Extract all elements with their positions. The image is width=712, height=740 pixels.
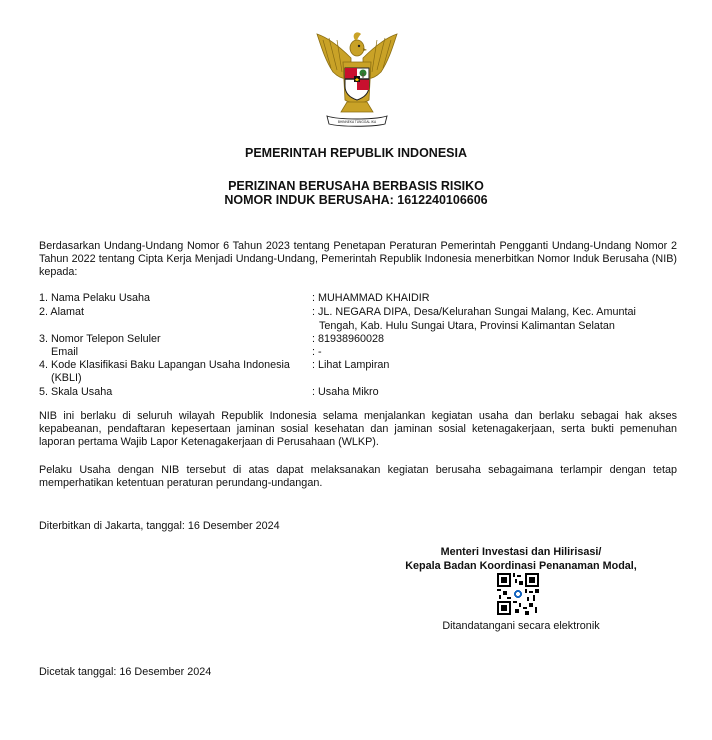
field-value: : MUHAMMAD KHAIDIR [312, 292, 430, 304]
field-label: 4. Kode Klasifikasi Baku Lapangan Usaha Indonesia [39, 359, 290, 371]
field-label-cont: (KBLI) [51, 372, 82, 384]
field-value: : 81938960028 [312, 333, 385, 345]
qr-code-icon [497, 573, 539, 615]
garuda-emblem-icon [311, 28, 403, 128]
printed-date: Dicetak tanggal: 16 Desember 2024 [39, 666, 212, 678]
field-value: : - [312, 346, 322, 358]
electronic-signature-note: Ditandatangani secara elektronik [442, 620, 600, 632]
field-value: : Lihat Lampiran [312, 359, 390, 371]
nib-number-title: NOMOR INDUK BERUSAHA: 1612240106606 [224, 193, 488, 207]
emblem-motto: BHINNEKA TUNGGAL IKA [337, 120, 377, 124]
field-label: 1. Nama Pelaku Usaha [39, 292, 151, 304]
field-value: : Usaha Mikro [312, 386, 379, 398]
signatory-title: Menteri Investasi dan Hilirisasi/ [440, 546, 602, 558]
document-title: PERIZINAN BERUSAHA BERBASIS RISIKO [228, 179, 484, 193]
validity-paragraph: NIB ini berlaku di seluruh wilayah Republik Indonesia selama menjalankan kegiatan usaha dan berlaku sebagai hak akses kepabeanan, pendaftaran kepesertaan jaminan sosial kesehatan dan jaminan sosial ketenagakerjaan, serta bukti pemenuhan laporan pertama Wajib Lapor Ketenagakerjaan di Perusahaan (WLKP). [39, 410, 677, 449]
field-label: 5. Skala Usaha [39, 386, 113, 398]
field-label: 3. Nomor Telepon Seluler [39, 333, 161, 345]
issued-date: Diterbitkan di Jakarta, tanggal: 16 Desember 2024 [39, 520, 280, 532]
field-label: Email [51, 346, 78, 358]
field-label: 2. Alamat [39, 306, 85, 318]
field-value: : JL. NEGARA DIPA, Desa/Kelurahan Sungai Malang, Kec. Amuntai [312, 306, 636, 318]
intro-paragraph: Berdasarkan Undang-Undang Nomor 6 Tahun 2023 tentang Penetapan Peraturan Pemerintah Pengganti Undang-Undang Nomor 2 Tahun 2022 tentang Cipta Kerja Menjadi Undang-Undang, Pemerintah Republik Indonesia menerbitkan Nomor Induk Berusaha (NIB) kepada: [39, 240, 677, 279]
field-value-cont: Tengah, Kab. Hulu Sungai Utara, Provinsi Kalimantan Selatan [319, 320, 615, 332]
government-title: PEMERINTAH REPUBLIK INDONESIA [244, 146, 467, 160]
signatory-office: Kepala Badan Koordinasi Penanaman Modal, [405, 560, 637, 572]
permission-paragraph: Pelaku Usaha dengan NIB tersebut di atas dapat melaksanakan kegiatan berusaha sebagaimana terlampir dengan tetap memperhatikan ketentuan peraturan perundang-undangan. [39, 464, 677, 490]
